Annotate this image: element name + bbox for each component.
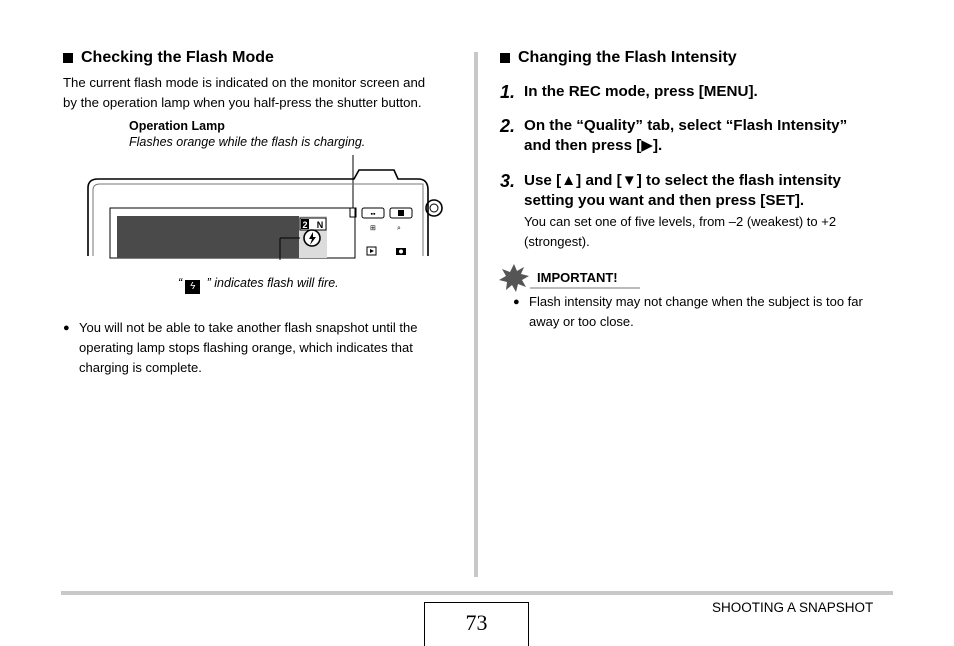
note-line: You will not be able to take another flash snapshot until the [79, 320, 418, 335]
step-number: 2. [500, 116, 516, 136]
step-line: Use [▲] and [▼] to select the flash intensity [524, 172, 841, 189]
bullet-dot-icon: ● [63, 322, 70, 334]
movie-button-glyph [398, 210, 404, 216]
important-burst-icon [499, 264, 529, 292]
step-line: In the REC mode, press [MENU]. [524, 83, 758, 100]
important-underline [530, 287, 640, 289]
intro-paragraph [63, 73, 425, 112]
note-line: away or too close. [529, 314, 634, 329]
note-line: operating lamp stops flashing orange, which indicates that [79, 340, 413, 355]
step-2 [500, 116, 847, 156]
note-line: Flash intensity may not change when the subject is too far [529, 294, 863, 309]
page-number: 73 [465, 610, 488, 635]
step-3 [500, 171, 841, 252]
intro-line: by the operation lamp when you half-press the shutter button. [63, 94, 422, 110]
zoom-out-icon: ⊞ [370, 225, 376, 232]
lamp-label: Operation Lamp [129, 119, 225, 133]
flash-caption [178, 276, 339, 294]
section-footer: SHOOTING A SNAPSHOT [712, 600, 874, 615]
rec-button-glyph: ▪▪ [370, 211, 376, 218]
step-number: 1. [500, 82, 516, 102]
square-bullet-icon [500, 53, 510, 63]
step-1 [500, 82, 758, 102]
strap-ring-inner [430, 204, 438, 212]
column-divider [474, 52, 478, 577]
step-line: and then press [▶]. [524, 137, 663, 154]
heading-text: Checking the Flash Mode [81, 49, 274, 66]
indicator-number: 2 [302, 220, 308, 230]
note-line: (strongest). [524, 234, 590, 249]
caption-text: ” indicates flash will fire. [203, 276, 339, 290]
lamp-description: Flashes orange while the flash is charging. [129, 135, 366, 149]
step-3-note [524, 212, 841, 252]
important-note [513, 292, 863, 332]
intro-line: The current flash mode is indicated on the monitor screen and [63, 75, 426, 90]
section-heading-flash-mode [63, 49, 274, 67]
section-heading-flash-intensity [500, 49, 737, 67]
caption-open-quote: “ [178, 276, 183, 290]
indicator-mode: N [316, 220, 324, 230]
heading-text: Changing the Flash Intensity [518, 49, 737, 66]
flash-icon: ϟ [185, 280, 200, 294]
camera-illustration [84, 150, 454, 260]
zoom-in-icon: ⌕ [397, 225, 401, 232]
step-line: setting you want and then press [SET]. [524, 192, 805, 209]
charging-note [63, 318, 417, 378]
footer-rule [61, 591, 893, 595]
note-line: You can set one of five levels, from –2 (weakest) to +2 [524, 214, 837, 229]
page-number-box [424, 602, 529, 646]
lcd-screen [117, 216, 299, 258]
note-line: charging is complete. [79, 360, 202, 375]
step-number: 3. [500, 171, 516, 191]
step-line: On the “Quality” tab, select “Flash Intensity” [524, 117, 848, 134]
important-label: IMPORTANT! [537, 270, 618, 285]
bullet-dot-icon: ● [513, 296, 520, 308]
square-bullet-icon [63, 53, 73, 63]
